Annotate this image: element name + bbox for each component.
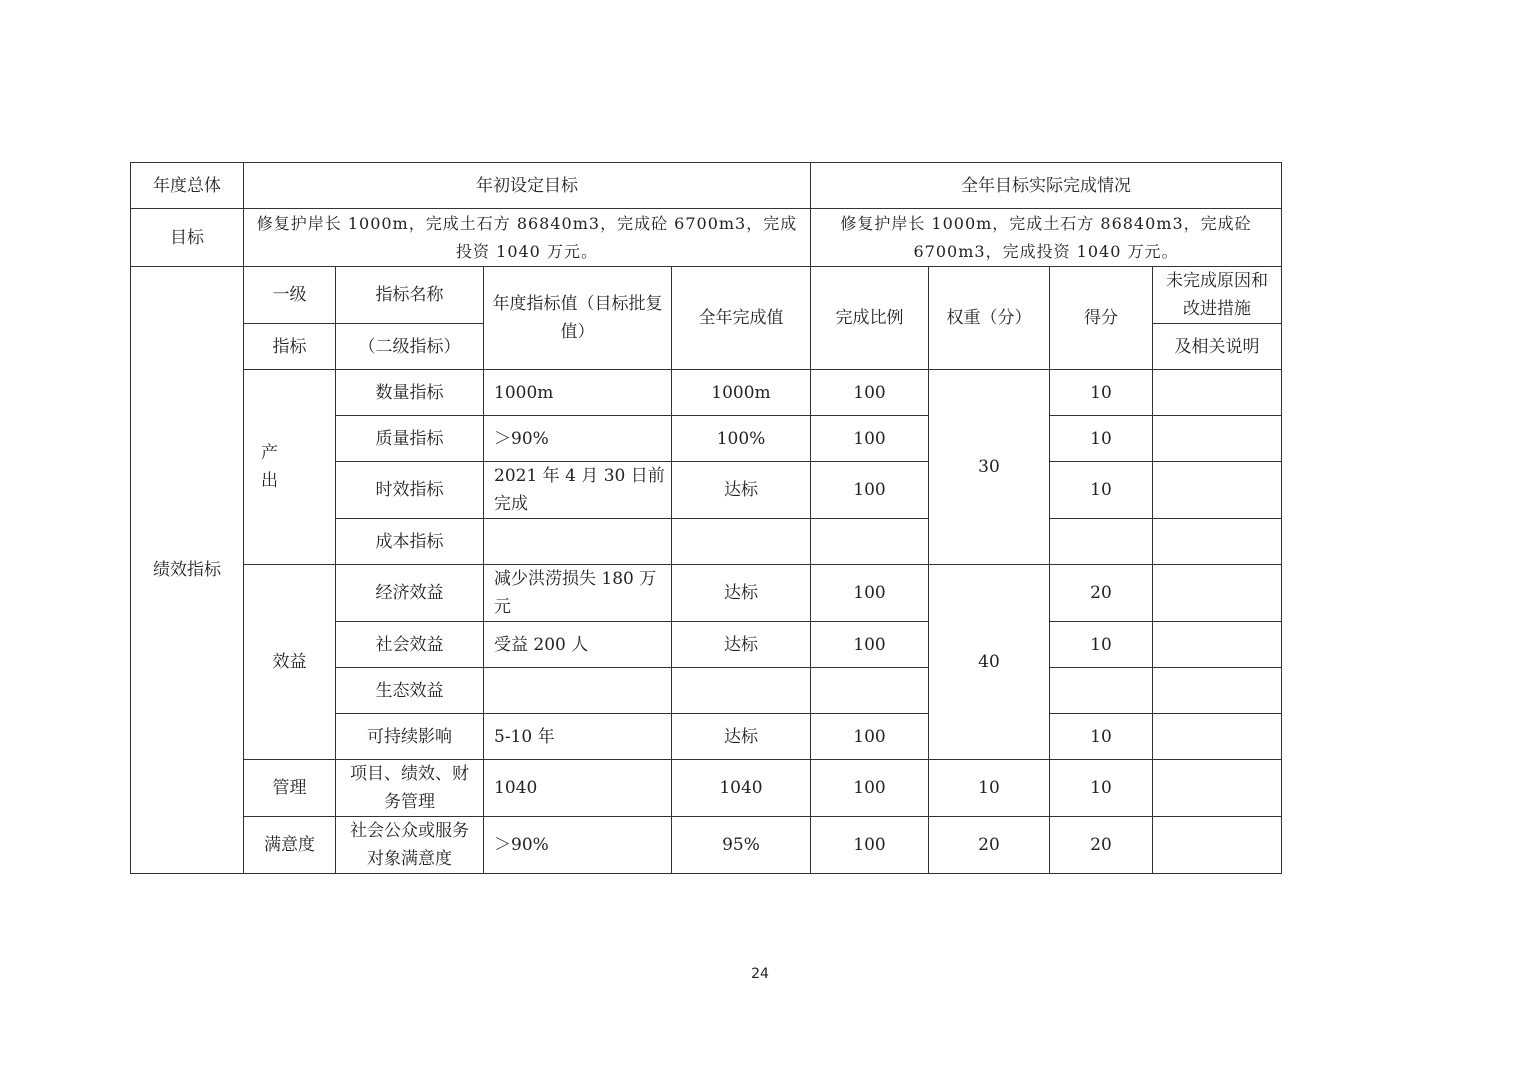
indicator-ratio	[811, 668, 929, 714]
col-header-score: 得分	[1050, 267, 1153, 370]
indicator-actual: 1040	[672, 760, 811, 817]
indicator-name: 成本指标	[336, 519, 484, 565]
group-benefit-weight: 40	[929, 565, 1050, 760]
table-row	[131, 370, 1282, 416]
col-header-target: 年度指标值（目标批复值）	[484, 267, 672, 370]
indicator-target: 1000m	[484, 370, 672, 416]
group-management: 管理	[244, 760, 336, 817]
indicator-actual: 95%	[672, 817, 811, 874]
col-header-name-a: 指标名称	[336, 267, 484, 324]
table-row	[131, 565, 1282, 622]
indicator-actual: 达标	[672, 622, 811, 668]
group-output-weight: 30	[929, 370, 1050, 565]
group-output: 产 出	[244, 370, 336, 565]
col-header-reason-a: 未完成原因和改进措施	[1153, 267, 1282, 324]
indicator-score: 10	[1050, 416, 1153, 462]
indicator-name: 经济效益	[336, 565, 484, 622]
indicator-ratio	[811, 519, 929, 565]
col-header-weight: 权重（分）	[929, 267, 1050, 370]
indicator-target: 受益 200 人	[484, 622, 672, 668]
planned-goal-text: 修复护岸长 1000m，完成土石方 86840m3，完成砼 6700m3，完成投资 1040 万元。	[244, 209, 811, 267]
col-header-actual: 全年完成值	[672, 267, 811, 370]
indicator-name: 社会公众或服务对象满意度	[336, 817, 484, 874]
col-header-name-b: （二级指标）	[336, 324, 484, 370]
indicator-score: 10	[1050, 760, 1153, 817]
indicator-name: 生态效益	[336, 668, 484, 714]
indicator-score: 10	[1050, 370, 1153, 416]
indicator-score: 10	[1050, 622, 1153, 668]
performance-table	[130, 162, 1282, 874]
group-benefit: 效益	[244, 565, 336, 760]
indicator-name: 项目、绩效、财务管理	[336, 760, 484, 817]
indicator-actual	[672, 668, 811, 714]
indicator-ratio: 100	[811, 462, 929, 519]
indicator-note	[1153, 668, 1282, 714]
indicator-actual: 1000m	[672, 370, 811, 416]
annual-goal-label-2: 目标	[131, 209, 244, 267]
actual-goal-text: 修复护岸长 1000m，完成土石方 86840m3，完成砼 6700m3，完成投资 1040 万元。	[811, 209, 1282, 267]
indicator-note	[1153, 714, 1282, 760]
table-row	[131, 760, 1282, 817]
indicator-actual: 100%	[672, 416, 811, 462]
indicator-name: 质量指标	[336, 416, 484, 462]
indicator-ratio: 100	[811, 714, 929, 760]
indicator-actual: 达标	[672, 714, 811, 760]
indicator-note	[1153, 622, 1282, 668]
indicator-target	[484, 668, 672, 714]
indicator-target: 1040	[484, 760, 672, 817]
indicator-score	[1050, 668, 1153, 714]
indicator-name: 数量指标	[336, 370, 484, 416]
indicator-score: 10	[1050, 714, 1153, 760]
col-header-ratio: 完成比例	[811, 267, 929, 370]
page-number: 24	[751, 966, 769, 982]
col-header-level1-a: 一级	[244, 267, 336, 324]
indicator-target: 2021 年 4 月 30 日前完成	[484, 462, 672, 519]
indicator-ratio: 100	[811, 416, 929, 462]
indicator-ratio: 100	[811, 565, 929, 622]
indicator-ratio: 100	[811, 622, 929, 668]
indicator-note	[1153, 462, 1282, 519]
indicator-note	[1153, 416, 1282, 462]
group-satisfaction-weight: 20	[929, 817, 1050, 874]
indicator-note	[1153, 565, 1282, 622]
indicator-target	[484, 519, 672, 565]
indicator-score: 10	[1050, 462, 1153, 519]
table-row	[131, 817, 1282, 874]
indicator-name: 可持续影响	[336, 714, 484, 760]
actual-goal-title: 全年目标实际完成情况	[811, 163, 1282, 209]
group-management-weight: 10	[929, 760, 1050, 817]
planned-goal-title: 年初设定目标	[244, 163, 811, 209]
performance-section-label: 绩效指标	[131, 267, 244, 874]
indicator-score: 20	[1050, 565, 1153, 622]
indicator-name: 时效指标	[336, 462, 484, 519]
indicator-ratio: 100	[811, 370, 929, 416]
indicator-target: ＞90%	[484, 817, 672, 874]
indicator-score: 20	[1050, 817, 1153, 874]
indicator-note	[1153, 370, 1282, 416]
indicator-target: 5-10 年	[484, 714, 672, 760]
indicator-note	[1153, 817, 1282, 874]
indicator-actual	[672, 519, 811, 565]
annual-goal-label: 年度总体	[131, 163, 244, 209]
indicator-target: 减少洪涝损失 180 万元	[484, 565, 672, 622]
indicator-ratio: 100	[811, 760, 929, 817]
col-header-reason-b: 及相关说明	[1153, 324, 1282, 370]
indicator-target: ＞90%	[484, 416, 672, 462]
indicator-note	[1153, 760, 1282, 817]
indicator-note	[1153, 519, 1282, 565]
indicator-score	[1050, 519, 1153, 565]
group-satisfaction: 满意度	[244, 817, 336, 874]
indicator-actual: 达标	[672, 462, 811, 519]
indicator-name: 社会效益	[336, 622, 484, 668]
indicator-ratio: 100	[811, 817, 929, 874]
indicator-actual: 达标	[672, 565, 811, 622]
col-header-level1-b: 指标	[244, 324, 336, 370]
